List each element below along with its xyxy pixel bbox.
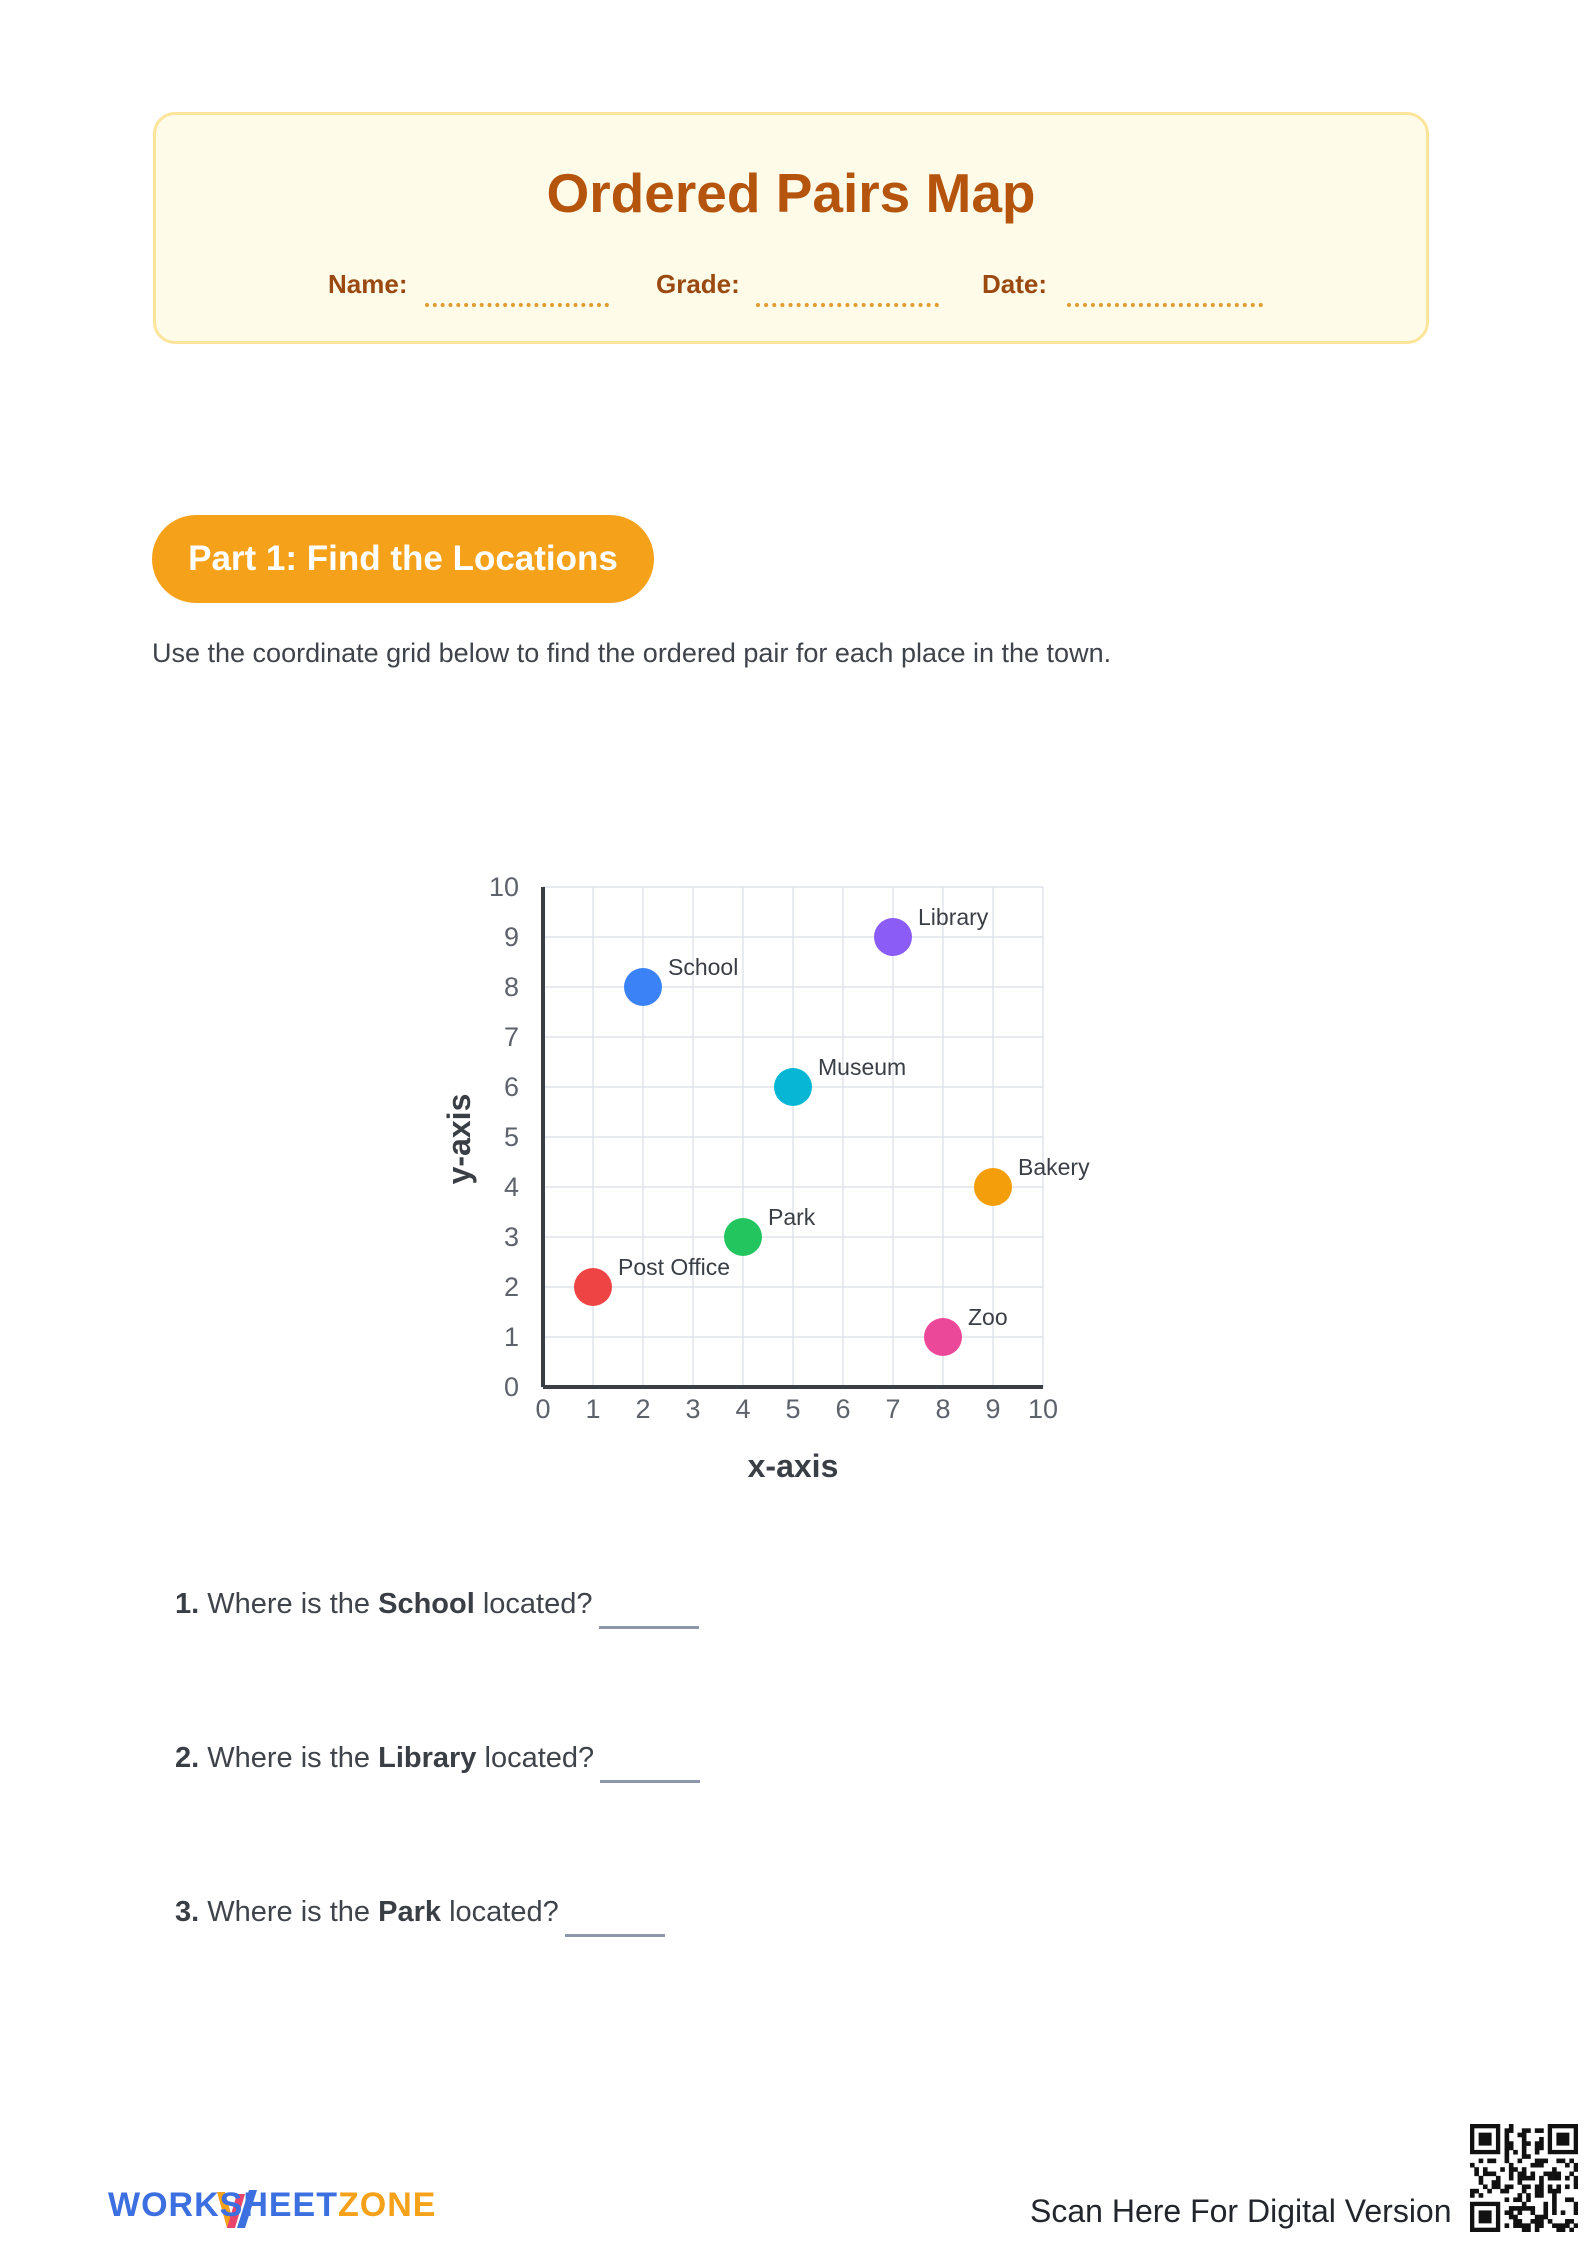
- point-label: Bakery: [1018, 1154, 1090, 1180]
- y-tick-label: 1: [503, 1322, 519, 1352]
- x-tick-label: 8: [935, 1394, 951, 1424]
- x-tick-label: 9: [985, 1394, 1001, 1424]
- x-tick-label: 1: [585, 1394, 601, 1424]
- question-text: Where is the: [207, 1588, 371, 1620]
- answer-field-2[interactable]: [600, 1780, 700, 1783]
- y-tick-label: 4: [503, 1172, 519, 1202]
- y-tick-label: 0: [503, 1372, 519, 1402]
- brand-name: WORKSHEETZONE: [108, 2186, 437, 2224]
- worksheet-title: Ordered Pairs Map: [546, 162, 1036, 224]
- question-text: located?: [449, 1896, 559, 1928]
- point-label: Park: [768, 1204, 816, 1230]
- question-text: Where is the: [207, 1896, 371, 1928]
- y-tick-label: 6: [503, 1072, 519, 1102]
- answer-field-3[interactable]: [565, 1934, 665, 1937]
- y-tick-label: 8: [503, 972, 519, 1002]
- x-tick-label: 10: [1027, 1394, 1059, 1424]
- point-label: Library: [918, 904, 989, 930]
- point-post-office: [574, 1268, 612, 1306]
- question-1: [175, 1588, 699, 1621]
- x-axis-label: x-axis: [747, 1448, 839, 1484]
- y-tick-label: 9: [503, 922, 519, 952]
- question-place: School: [378, 1588, 475, 1620]
- x-tick-label: 6: [835, 1394, 851, 1424]
- question-text: located?: [484, 1742, 595, 1774]
- y-axis-label: y-axis: [441, 1093, 477, 1185]
- question-place: Park: [378, 1896, 441, 1928]
- point-label: Zoo: [968, 1304, 1008, 1330]
- x-tick-label: 5: [785, 1394, 801, 1424]
- x-tick-label: 7: [885, 1394, 901, 1424]
- point-label: School: [668, 954, 739, 980]
- answer-field-1[interactable]: [599, 1626, 699, 1629]
- question-3: [175, 1896, 665, 1929]
- x-tick-label: 0: [535, 1394, 551, 1424]
- question-2: [175, 1742, 700, 1775]
- x-tick-label: 3: [685, 1394, 701, 1424]
- point-label: Post Office: [618, 1254, 731, 1280]
- point-zoo: [924, 1318, 962, 1356]
- name-label: Name:: [328, 269, 408, 299]
- grade-label: Grade:: [656, 269, 740, 299]
- y-tick-label: 2: [503, 1272, 519, 1302]
- date-label: Date:: [982, 269, 1048, 299]
- y-tick-label: 7: [503, 1022, 519, 1052]
- question-number: 2.: [175, 1742, 200, 1774]
- question-text: Where is the: [207, 1742, 371, 1774]
- point-label: Museum: [818, 1054, 907, 1080]
- y-tick-label: 10: [488, 872, 519, 902]
- x-tick-label: 2: [635, 1394, 651, 1424]
- data-points: [574, 904, 1090, 1356]
- question-place: Library: [378, 1742, 477, 1774]
- point-park: [724, 1218, 762, 1256]
- question-text: located?: [482, 1588, 593, 1620]
- question-number: 1.: [175, 1588, 200, 1620]
- qr-code-icon[interactable]: [1470, 2124, 1578, 2232]
- scan-text: Scan Here For Digital Version: [1030, 2193, 1452, 2229]
- instructions-text: Use the coordinate grid below to find the ordered pair for each place in the town.: [152, 638, 1112, 668]
- point-bakery: [974, 1168, 1012, 1206]
- point-museum: [774, 1068, 812, 1106]
- point-library: [874, 918, 912, 956]
- y-tick-label: 3: [503, 1222, 519, 1252]
- y-tick-label: 5: [503, 1122, 519, 1152]
- part1-heading: Part 1: Find the Locations: [152, 515, 654, 603]
- point-school: [624, 968, 662, 1006]
- tick-labels: [489, 872, 1058, 1424]
- x-tick-label: 4: [735, 1394, 751, 1424]
- question-number: 3.: [175, 1896, 200, 1928]
